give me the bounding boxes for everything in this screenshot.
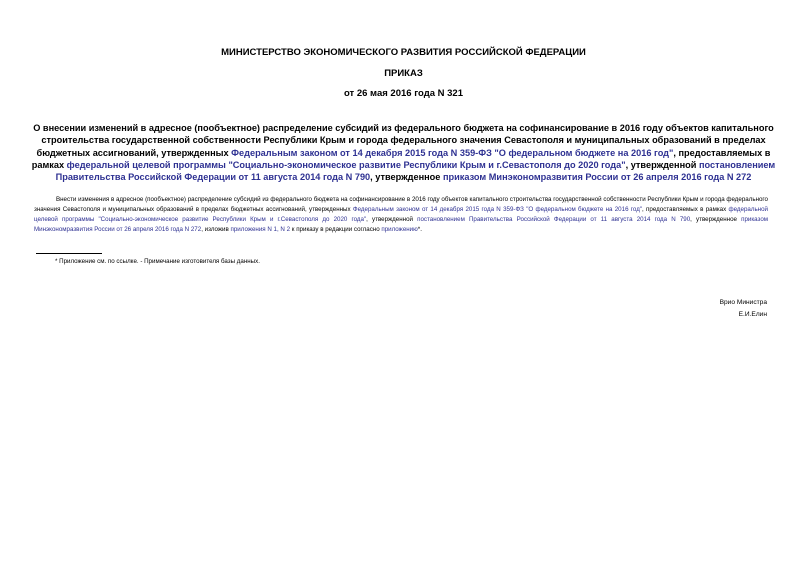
footnote-divider bbox=[36, 253, 102, 254]
document-date-number: от 26 мая 2016 года N 321 bbox=[343, 88, 464, 99]
document-type: ПРИКАЗ bbox=[384, 68, 423, 79]
title-link-ministry-order[interactable]: приказом Минэкономразвития России от 26 апреля 2016 года N 272 bbox=[442, 172, 752, 183]
title-text: , предоставляемых в рамках bbox=[31, 147, 771, 170]
body-text: к приказу в редакции согласно bbox=[290, 226, 382, 233]
body-link-appendix[interactable]: приложению bbox=[381, 226, 418, 233]
title-text: , утвержденной bbox=[625, 159, 699, 170]
body-text: , предоставляемых в рамках bbox=[642, 206, 729, 213]
order-paragraph bbox=[34, 195, 768, 235]
body-link-appendices[interactable]: приложения N 1, N 2 bbox=[230, 226, 291, 233]
signatory-position: Врио Министра bbox=[719, 299, 767, 306]
title-link-federal-law[interactable]: Федеральным законом от 14 декабря 2015 года N 359-ФЗ "О федеральном бюджете на 2016 год" bbox=[231, 147, 674, 158]
title-link-target-program[interactable]: федеральной целевой программы "Социально-экономическое развитие Республики Крым и г.Севастополя до 2020 года" bbox=[66, 159, 626, 170]
title-text: О внесении изменений в адресное (пообъектное) распределение субсидий из федерального бюджета на софинансирование в 2016 году объектов капитального строительства государственной собственности Республики Крым и города федерального значения Севастополя и муниципальных образований в пределах бюджетных ассигнований, утвержденных bbox=[33, 123, 774, 158]
body-text: , изложив bbox=[201, 226, 231, 233]
body-text: , утвержденной bbox=[366, 216, 418, 223]
body-text: Внести изменения в адресное (пообъектное) распределение субсидий из федерального бюджета на софинансирование в 2016 году объектов капитального строительства государственной собственности Республики Крым и города федерального значения Севастополя и муниципальных образований в пределах бюджетных ассигнований, утвержденных bbox=[34, 196, 768, 213]
signature-block bbox=[720, 297, 767, 321]
title-link-government-decree[interactable]: постановлением Правительства Российской Федерации от 11 августа 2014 года N 790 bbox=[55, 159, 776, 183]
body-link-federal-law[interactable]: Федеральным законом от 14 декабря 2015 года N 359-ФЗ "О федеральном бюджете на 2016 год" bbox=[352, 206, 643, 213]
body-link-ministry-order[interactable]: приказом Минэкономразвития России от 26 апреля 2016 года N 272 bbox=[34, 216, 769, 233]
footnote: * Приложение см. по ссылке. - Примечание изготовителя базы данных. bbox=[55, 258, 260, 265]
body-link-target-program[interactable]: федеральной целевой программы "Социально-экономическое развитие Республики Крым и г.Севастополя до 2020 года" bbox=[34, 206, 768, 223]
ministry-name: МИНИСТЕРСТВО ЭКОНОМИЧЕСКОГО РАЗВИТИЯ РОССИЙСКОЙ ФЕДЕРАЦИИ bbox=[221, 47, 586, 58]
body-text: , утвержденное bbox=[690, 216, 742, 223]
document-title bbox=[24, 122, 783, 183]
title-text: , утвержденное bbox=[370, 172, 443, 183]
signatory-name: Е.И.Елин bbox=[738, 311, 767, 318]
body-link-government-decree[interactable]: постановлением Правительства Российской Федерации от 11 августа 2014 года N 790 bbox=[417, 216, 691, 223]
body-text: *. bbox=[417, 226, 422, 233]
